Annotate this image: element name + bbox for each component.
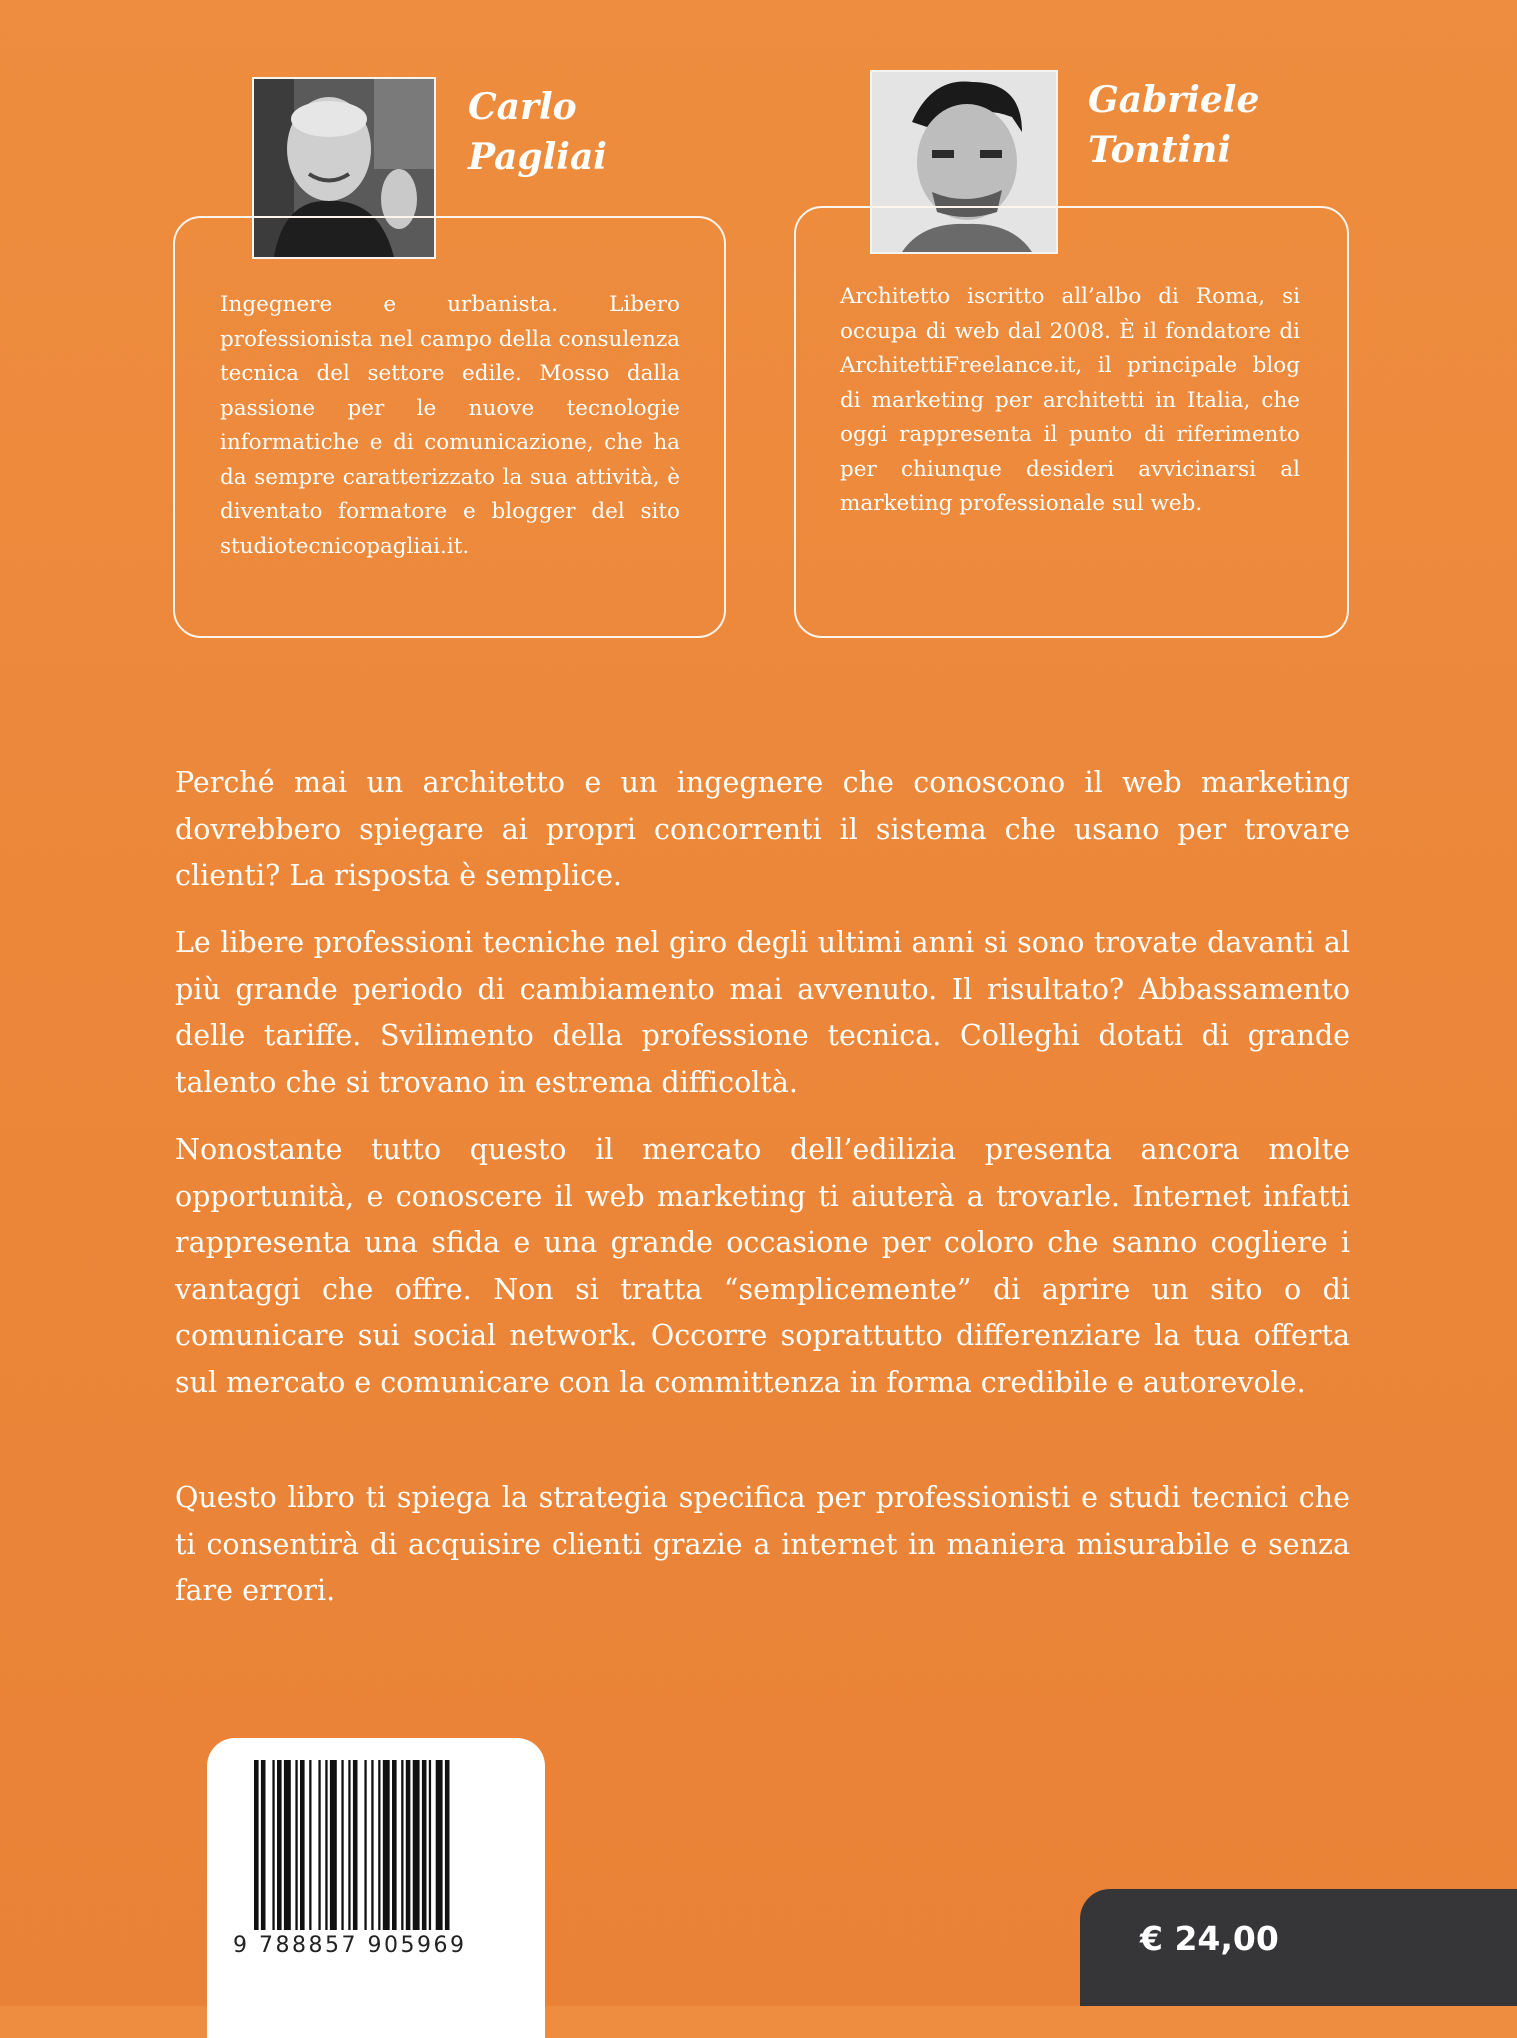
author-first-name: Carlo	[468, 86, 577, 128]
description-paragraph-4: Questo libro ti spiega la strategia specifica per professionisti e studi tecnici che ti consentirà di acquisire clienti grazie a internet in maniera misurabile e senza fare errori.	[175, 1481, 1350, 1607]
bio-text-tontini: Architetto iscritto all’albo di Roma, si occupa di web dal 2008. È il fondatore di ArchitettiFreelance.it, il principale blog di marketing per architetti in Italia, che oggi rappresenta il punto di riferimento per chiunque desideri avvicinarsi al marketing professionale sul web.	[840, 284, 1300, 516]
author-name-pagliai	[468, 82, 607, 182]
author-name-tontini	[1088, 75, 1259, 175]
price-box	[1080, 1889, 1517, 2006]
description-paragraph-1: Perché mai un architetto e un ingegnere che conoscono il web marketing dovrebbero spiegare ai propri concorrenti il sistema che usano per trovare clienti? La risposta è semplice.	[175, 766, 1350, 892]
description-paragraph-3: Nonostante tutto questo il mercato dell’edilizia presenta ancora molte opportunità, e conoscere il web marketing ti aiuterà a trovarle. Internet infatti rappresenta una sfida e una grande occasione per coloro che sanno cogliere i vantaggi che offre. Non si tratta “semplicemente” di aprire un sito o di comunicare sui social network. Occorre soprattutto differenziare la tua offerta sul mercato e comunicare con la committenza in forma credibile e autorevole.	[175, 1133, 1350, 1399]
barcode-number: 9 788857 905969	[233, 1933, 533, 1958]
author-last-name: Pagliai	[468, 136, 607, 178]
barcode-box	[207, 1738, 545, 2038]
price-label: € 24,00	[1140, 1919, 1279, 1958]
description-paragraph-2: Le libere professioni tecniche nel giro degli ultimi anni si sono trovate davanti al più grande periodo di cambiamento mai avvenuto. Il risultato? Abbassamento delle tariffe. Svilimento della professione tecnica. Colleghi dotati di grande talento che si trovano in estrema difficoltà.	[175, 926, 1350, 1099]
author-first-name: Gabriele	[1088, 79, 1260, 121]
barcode-bars	[254, 1760, 504, 1930]
author-last-name: Tontini	[1088, 129, 1231, 171]
bio-text-pagliai: Ingegnere e urbanista. Libero professionista nel campo della consulenza tecnica del settore edile. Mosso dalla passione per le nuove tecnologie informatiche e di comunicazione, che ha da sempre caratterizzato la sua attività, è diventato formatore e blogger del sito studiotecnicopagliai.it.	[220, 292, 680, 559]
